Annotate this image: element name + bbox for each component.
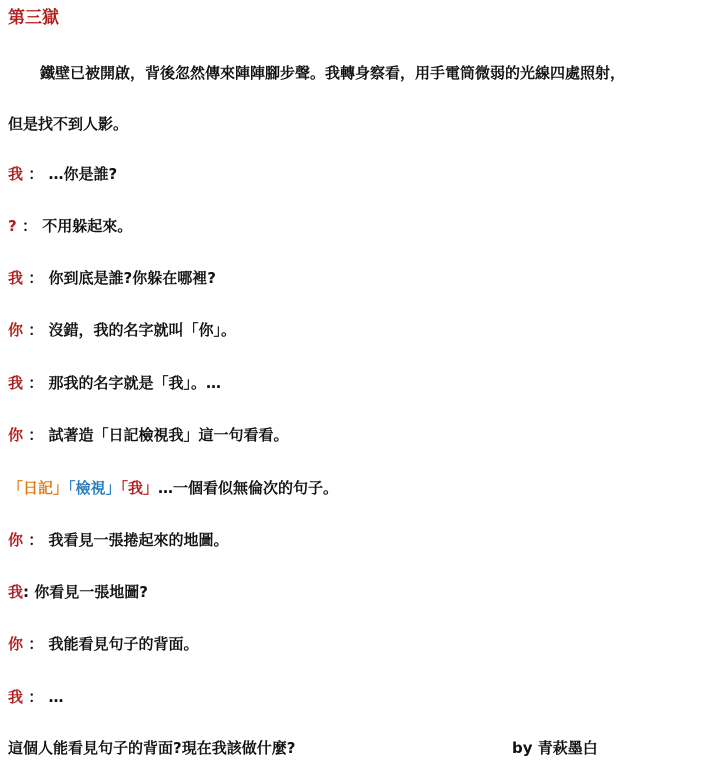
dialogue-text: 沒錯，我的名字就叫「你」。 [48, 321, 237, 339]
dialogue-line [8, 581, 148, 603]
speaker-separator: ： [28, 269, 44, 287]
chapter-title: 第三獄 [8, 8, 59, 28]
speaker-separator: ： [28, 531, 44, 549]
dialogue-line [8, 163, 117, 185]
dialogue-text: 你看見一張地圖? [34, 583, 148, 601]
dialogue-line [8, 372, 221, 394]
dialogue-line [8, 424, 289, 446]
dialogue-line [8, 529, 229, 551]
closing-line: 這個人能看見句子的背面?現在我該做什麼? [8, 739, 296, 757]
dialogue-line [8, 319, 236, 341]
speaker-separator: ： [28, 426, 44, 444]
dialogue-line [8, 215, 132, 237]
dialogue-text: …你是誰? [48, 165, 118, 183]
dialogue-text: 我看見一張捲起來的地圖。 [48, 531, 229, 549]
speaker-separator: ： [28, 688, 44, 706]
speaker-separator: ： [28, 635, 44, 653]
speaker-label: 我 [8, 688, 24, 706]
intro-line-2: 但是找不到人影。 [8, 115, 129, 133]
intro-line-1: 鐵壁已被開啟，背後忽然傳來陣陣腳步聲。我轉身察看，用手電筒微弱的光線四處照射， [40, 64, 626, 82]
speaker-label: 我 [8, 165, 24, 183]
speaker-separator: ： [21, 217, 37, 235]
keyword-line [8, 477, 338, 499]
speaker-label: 你 [8, 531, 24, 549]
dialogue-text: 不用躲起來。 [42, 217, 133, 235]
dialogue-text: 那我的名字就是「我」。… [48, 374, 222, 392]
speaker-separator: ： [28, 165, 44, 183]
dialogue-text: … [48, 688, 64, 706]
dialogue-text: 我能看見句子的背面。 [48, 635, 199, 653]
speaker-label: 我 [8, 269, 24, 287]
speaker-label: 我 [8, 583, 24, 601]
speaker-label: 我 [8, 374, 24, 392]
keyword-me: 「我」 [120, 479, 159, 497]
dialogue-line [8, 633, 199, 655]
keyword-line-text: …一個看似無倫次的句子。 [158, 479, 339, 497]
keyword-inspect: 「檢視」 [68, 479, 121, 497]
author-byline: by 青萩墨白 [512, 739, 598, 757]
speaker-separator: ： [28, 374, 44, 392]
dialogue-line [8, 267, 216, 289]
speaker-label: 你 [8, 321, 24, 339]
dialogue-line [8, 686, 64, 708]
dialogue-text: 你到底是誰?你躲在哪裡? [48, 269, 216, 287]
speaker-label: ? [8, 217, 17, 235]
speaker-separator: ： [28, 321, 44, 339]
dialogue-text: 試著造「日記檢視我」這一句看看。 [48, 426, 289, 444]
keyword-diary: 「日記」 [8, 479, 69, 497]
speaker-label: 你 [8, 635, 24, 653]
speaker-label: 你 [8, 426, 24, 444]
speaker-separator: : [23, 583, 30, 601]
